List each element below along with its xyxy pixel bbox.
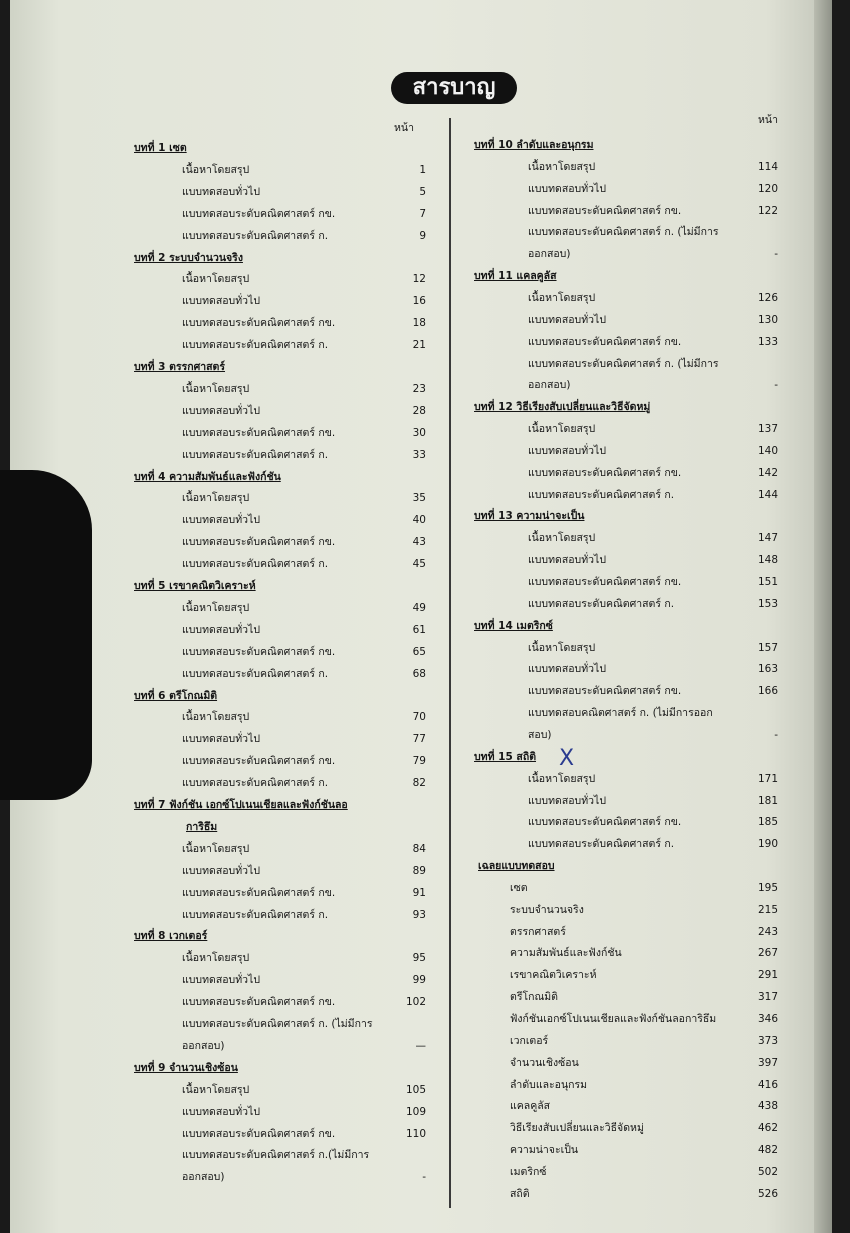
toc-page-number: 16 [412,295,426,308]
toc-entry-row [182,908,426,922]
toc-entry-row [528,422,778,436]
toc-entry-label: บทที่ 14 เมตริกซ์ [474,619,553,632]
toc-section-header [478,859,555,873]
toc-entry-label: แบบทดสอบระดับคณิตศาสตร์ กข. [528,576,682,588]
toc-entry-label: แบบทดสอบระดับคณิตศาสตร์ ก. [528,488,675,501]
toc-entry-label: แคลคูลัส [510,1100,551,1113]
toc-page-number: 133 [757,335,778,348]
toc-entry-row [510,946,778,960]
toc-page-number: 33 [412,448,426,461]
toc-entry-row [528,684,778,698]
toc-entry-label: แบบทดสอบระดับคณิตศาสตร์ กข. [528,816,682,829]
toc-page-number: 181 [757,794,778,807]
toc-page-number: 215 [757,903,778,916]
toc-page-number: 1 [419,163,426,176]
toc-entry-label: แบบทดสอบทั่วไป [182,1105,260,1118]
toc-entry-label: เนื้อหาโดยสรุป [182,273,250,286]
toc-entry-label: แบบทดสอบระดับคณิตศาสตร์ ก.(ไม่มีการ [182,1149,370,1162]
toc-entry-row [528,837,778,851]
toc-entry-label: บทที่ 4 ความสัมพันธ์และฟังก์ชัน [134,470,281,483]
toc-entry-label: แบบทดสอบทั่วไป [528,554,606,567]
toc-entry-label: แบบทดสอบทั่วไป [182,974,260,987]
toc-entry-label: แบบทดสอบทั่วไป [182,404,260,417]
toc-entry-label: บทที่ 3 ตรรกศาสตร์ [134,361,226,373]
toc-entry-label: บทที่ 5 เรขาคณิตวิเคราะห์ [134,580,256,592]
toc-page-number: 61 [412,623,426,636]
toc-entry-label: แบบทดสอบระดับคณิตศาสตร์ ก. [182,667,329,680]
toc-page-number: - [774,379,778,392]
toc-chapter-row [134,470,281,484]
thumb-shadow [0,470,92,800]
toc-entry-row [528,378,778,392]
toc-entry-row [528,313,778,327]
toc-entry-label: เนื้อหาโดยสรุป [528,772,596,785]
toc-entry-label: เนื้อหาโดยสรุป [528,291,596,304]
toc-page-number: 462 [757,1122,778,1135]
toc-entry-label: แบบทดสอบระดับคณิตศาสตร์ ก. [182,777,329,790]
toc-entry-label: บทที่ 13 ความน่าจะเป็น [474,510,585,523]
toc-entry-row [528,204,778,218]
toc-page-number: 105 [405,1083,426,1096]
toc-entry-row [528,225,718,239]
toc-entry-label: บทที่ 15 สถิติ [474,750,537,763]
toc-page-number: 21 [412,339,426,352]
toc-page-number: 40 [412,514,426,527]
toc-entry-label: ออกสอบ) [182,1171,225,1184]
toc-entry-label: เนื้อหาโดยสรุป [182,842,250,855]
toc-entry-label: แบบทดสอบระดับคณิตศาสตร์ กข. [182,996,336,1009]
toc-entry-row [528,357,718,371]
toc-entry-label: เรขาคณิตวิเคราะห์ [510,969,597,982]
toc-page-number: 130 [757,313,778,326]
toc-page-number: 93 [412,908,426,921]
toc-entry-row [528,597,778,611]
toc-page-number: 49 [412,601,426,614]
toc-entry-label: แบบทดสอบระดับคณิตศาสตร์ กข. [182,317,336,330]
toc-entry-row [182,1017,372,1031]
toc-page-number: 70 [412,711,426,724]
toc-entry-label: ความน่าจะเป็น [510,1144,579,1157]
toc-page-number: 99 [412,974,426,987]
toc-entry-label: บทที่ 11 แคลคูลัส [474,270,557,283]
toc-entry-label: ความสัมพันธ์และฟังก์ชัน [510,947,622,960]
toc-entry-label: แบบทดสอบระดับคณิตศาสตร์ ก. [182,448,329,461]
toc-entry-label: ออกสอบ) [528,248,571,261]
toc-entry-row [510,1187,778,1201]
toc-entry-row [528,772,778,786]
toc-entry-row [182,1105,426,1119]
toc-page-number: 23 [412,382,426,395]
toc-page-number: 346 [757,1013,778,1025]
toc-entry-row [182,448,426,462]
toc-page-number: 185 [757,816,778,829]
toc-entry-row [528,182,778,196]
toc-chapter-row [134,798,348,812]
toc-entry-row [182,951,426,965]
toc-page-number: 7 [419,207,426,220]
toc-entry-label: แบบทดสอบระดับคณิตศาสตร์ ก. [182,229,329,242]
toc-page-number: 9 [419,229,426,242]
toc-page-number: 110 [405,1127,426,1140]
toc-page-number: 43 [412,536,426,549]
toc-page-number: 109 [405,1105,426,1118]
toc-page-number: 526 [757,1187,778,1200]
toc-entry-label: แบบทดสอบทั่วไป [182,733,260,746]
toc-entry-row [510,925,778,939]
toc-page-number: 163 [757,663,778,676]
toc-entry-label: เนื้อหาโดยสรุป [528,532,596,545]
toc-entry-row [528,728,778,742]
toc-page-number: 144 [757,488,778,501]
toc-entry-label: บทที่ 2 ระบบจำนวนจริง [134,251,243,264]
toc-entry-label: แบบทดสอบทั่วไป [528,313,606,326]
toc-entry-row [510,1078,778,1092]
toc-entry-row [510,968,778,982]
toc-page-number: 438 [757,1100,778,1113]
column-divider [449,118,451,1208]
toc-entry-label: การิธึม [186,820,218,833]
toc-page-number: 147 [757,532,778,545]
toc-page-number: 502 [757,1165,778,1178]
toc-entry-label: บทที่ 1 เซต [134,142,187,154]
toc-entry-label: แบบทดสอบระดับคณิตศาสตร์ กข. [528,685,682,698]
toc-page-number: 82 [412,777,426,790]
toc-entry-label: แบบทดสอบระดับคณิตศาสตร์ ก. [528,597,675,610]
toc-entry-row [182,776,426,790]
toc-page-number: 18 [412,317,426,330]
toc-entry-row [182,710,426,724]
toc-entry-row [182,185,426,199]
toc-entry-label: แบบทดสอบทั่วไป [528,794,606,807]
toc-entry-row [186,820,217,834]
toc-entry-row [182,645,426,659]
toc-entry-row [510,903,778,917]
toc-entry-label: แบบทดสอบระดับคณิตศาสตร์ กข. [182,207,336,220]
toc-entry-label: เฉลยแบบทดสอบ [478,860,555,873]
toc-entry-row [528,641,778,655]
toc-entry-row [528,815,778,829]
toc-entry-row [182,316,426,330]
toc-page-number: - [774,728,778,741]
toc-entry-label: แบบทดสอบทั่วไป [528,663,606,676]
toc-page-number: 114 [757,160,778,173]
toc-entry-row [528,160,778,174]
toc-entry-label: ฟังก์ชันเอกซ์โปเนนเชียลและฟังก์ชันลอการิธึม [510,1013,717,1025]
toc-entry-label: ตรรกศาสตร์ [510,925,566,938]
toc-entry-label: ตรีโกณมิติ [510,991,558,1004]
toc-page-number: 142 [757,466,778,479]
toc-chapter-row [134,251,243,265]
toc-entry-row [182,886,426,900]
toc-entry-label: แบบทดสอบระดับคณิตศาสตร์ กข. [182,1127,336,1140]
toc-entry-row [528,794,778,808]
toc-entry-label: แบบทดสอบทั่วไป [182,623,260,636]
toc-page-number: 89 [412,864,426,877]
toc-entry-row [528,247,778,261]
toc-page-number: 91 [412,886,426,899]
toc-entry-row [182,995,426,1009]
toc-page-number: 5 [419,185,426,198]
toc-chapter-row [474,138,594,152]
toc-entry-label: แบบทดสอบระดับคณิตศาสตร์ ก. (ไม่มีการ [528,226,719,239]
toc-page-number: 120 [757,182,778,195]
toc-entry-row [528,575,778,589]
page-title: สารบาญ [391,72,517,104]
toc-entry-label: แบบทดสอบระดับคณิตศาสตร์ ก. [182,339,329,352]
toc-entry-label: เนื้อหาโดยสรุป [182,952,250,965]
toc-entry-label: จำนวนเชิงซ้อน [510,1056,579,1069]
toc-page-number: 482 [757,1144,778,1157]
toc-entry-row [528,335,778,349]
toc-entry-row [182,1148,369,1162]
toc-entry-label: บทที่ 7 ฟังก์ชัน เอกซ์โปเนนเชียลและฟังก์ชันลอ [134,799,348,811]
toc-entry-label: แบบทดสอบระดับคณิตศาสตร์ ก. [528,838,675,851]
toc-entry-label: เนื้อหาโดยสรุป [182,1083,250,1096]
toc-entry-row [182,382,426,396]
toc-entry-row [510,1143,778,1157]
toc-entry-label: เซต [510,881,528,894]
toc-page-number: 30 [412,426,426,439]
toc-entry-row [182,491,426,505]
toc-entry-row [510,881,778,895]
toc-page-number: 95 [412,952,426,965]
toc-page-number: 190 [757,838,778,851]
toc-entry-row [182,229,426,243]
toc-entry-label: แบบทดสอบระดับคณิตศาสตร์ กข. [182,755,336,768]
toc-entry-row [528,466,778,480]
toc-entry-label: แบบทดสอบระดับคณิตศาสตร์ กข. [182,645,336,658]
toc-page-number: 148 [757,554,778,567]
toc-entry-row [510,1165,778,1179]
toc-page-number: 65 [412,645,426,658]
toc-entry-row [182,426,426,440]
toc-page-number: 12 [412,273,426,286]
toc-entry-row [182,864,426,878]
toc-entry-label: แบบทดสอบทั่วไป [528,444,606,457]
toc-entry-row [182,623,426,637]
toc-entry-row [182,1039,426,1053]
toc-entry-row [510,1056,778,1070]
toc-entry-label: บทที่ 12 วิธีเรียงสับเปลี่ยนและวิธีจัดหมู่ [474,401,651,414]
toc-entry-label: เนื้อหาโดยสรุป [528,423,596,436]
toc-entry-row [182,1170,426,1184]
toc-entry-row [528,553,778,567]
toc-entry-row [510,1012,778,1026]
toc-entry-label: บทที่ 6 ตรีโกณมิติ [134,689,218,702]
toc-entry-row [182,842,426,856]
toc-page-number: 77 [412,733,426,746]
toc-entry-label: แบบทดสอบระดับคณิตศาสตร์ ก. [182,558,329,571]
toc-entry-label: เนื้อหาโดยสรุป [182,601,250,614]
toc-entry-label: เนื้อหาโดยสรุป [528,160,596,173]
toc-entry-row [528,706,713,720]
toc-page-number: 397 [757,1056,778,1069]
toc-entry-row [182,207,426,221]
toc-entry-row [528,488,778,502]
toc-entry-label: บทที่ 8 เวกเตอร์ [134,930,208,943]
toc-page-number: 45 [412,558,426,571]
toc-page-number: 79 [412,755,426,768]
toc-entry-label: เนื้อหาโดยสรุป [182,163,250,176]
toc-entry-label: แบบทดสอบระดับคณิตศาสตร์ กข. [528,466,682,479]
toc-entry-label: เมตริกซ์ [510,1165,547,1178]
toc-chapter-row [134,689,217,703]
toc-entry-label: แบบทดสอบทั่วไป [182,514,260,527]
toc-entry-label: สถิติ [510,1187,530,1200]
toc-entry-row [528,662,778,676]
toc-page-number: 291 [757,969,778,982]
toc-entry-label: แบบทดสอบระดับคณิตศาสตร์ ก. (ไม่มีการ [528,357,719,370]
page-column-header-left: หน้า [394,122,414,134]
toc-entry-row [182,973,426,987]
toc-page-number: 84 [412,842,426,855]
toc-entry-row [182,163,426,177]
toc-entry-row [182,272,426,286]
toc-page-number: - [422,1171,426,1184]
toc-page-number: 153 [757,597,778,610]
toc-entry-row [182,601,426,615]
toc-page-number: 137 [757,423,778,436]
toc-entry-label: บทที่ 9 จำนวนเชิงซ้อน [134,1061,238,1074]
toc-entry-label: แบบทดสอบระดับคณิตศาสตร์ กข. [528,335,682,348]
toc-entry-row [182,513,426,527]
toc-entry-label: ระบบจำนวนจริง [510,903,584,916]
toc-chapter-row [474,400,650,414]
toc-chapter-row [134,141,187,155]
toc-entry-row [182,667,426,681]
toc-entry-row [510,990,778,1004]
toc-page-number: 416 [757,1078,778,1091]
page-column-header-right: หน้า [758,114,778,126]
toc-entry-label: แบบทดสอบทั่วไป [182,295,260,308]
toc-chapter-row [134,579,256,593]
toc-entry-row [510,1121,778,1135]
toc-page-number: 151 [757,576,778,588]
toc-entry-row [528,531,778,545]
toc-entry-row [182,1083,426,1097]
toc-entry-row [182,338,426,352]
toc-entry-label: เนื้อหาโดยสรุป [182,711,250,724]
toc-entry-label: แบบทดสอบทั่วไป [528,182,606,195]
toc-chapter-row [474,619,553,633]
toc-entry-label: แบบทดสอบระดับคณิตศาสตร์ กข. [182,426,336,439]
toc-entry-label: เนื้อหาโดยสรุป [182,492,250,505]
toc-entry-label: แบบทดสอบระดับคณิตศาสตร์ กข. [182,886,336,899]
toc-entry-label: แบบทดสอบระดับคณิตศาสตร์ ก. (ไม่มีการ [182,1018,373,1030]
toc-entry-row [182,404,426,418]
toc-entry-label: แบบทดสอบระดับคณิตศาสตร์ กข. [528,204,682,217]
toc-entry-label: แบบทดสอบทั่วไป [182,864,260,877]
toc-page-number: 102 [405,996,426,1009]
toc-entry-label: แบบทดสอบทั่วไป [182,185,260,198]
toc-entry-label: แบบทดสอบระดับคณิตศาสตร์ ก. [182,908,329,921]
toc-chapter-row [134,929,207,943]
toc-page-number: 171 [757,772,778,785]
toc-entry-label: เนื้อหาโดยสรุป [528,641,596,654]
handwritten-x-mark: X [559,746,575,771]
toc-page-number: 195 [757,881,778,894]
toc-page-number: 126 [757,291,778,304]
toc-entry-row [510,1034,778,1048]
toc-entry-label: ออกสอบ) [528,379,571,392]
toc-page-number: 373 [757,1034,778,1047]
toc-chapter-row [474,269,557,283]
toc-page-number: 317 [757,991,778,1004]
toc-entry-label: ลำดับและอนุกรม [510,1078,588,1091]
toc-entry-row [510,1099,778,1113]
toc-chapter-row [474,750,536,764]
toc-page-number: - [774,248,778,261]
toc-entry-row [182,754,426,768]
page-edge [814,0,832,1233]
toc-entry-row [182,557,426,571]
toc-entry-row [528,444,778,458]
toc-chapter-row [134,360,225,374]
toc-chapter-row [134,1061,238,1075]
toc-entry-label: แบบทดสอบระดับคณิตศาสตร์ กข. [182,536,336,549]
toc-entry-row [182,535,426,549]
toc-entry-label: แบบทดสอบคณิตศาสตร์ ก. (ไม่มีการออก [528,707,713,720]
toc-entry-label: เนื้อหาโดยสรุป [182,382,250,395]
toc-page-number: — [415,1039,426,1052]
toc-entry-row [528,291,778,305]
toc-page-number: 35 [412,492,426,505]
toc-page-number: 68 [412,667,426,680]
toc-page-number: 122 [757,204,778,217]
toc-entry-label: วิธีเรียงสับเปลี่ยนและวิธีจัดหมู่ [510,1122,644,1135]
toc-entry-label: สอบ) [528,728,552,741]
toc-page-number: 166 [757,685,778,698]
toc-entry-label: เวกเตอร์ [510,1034,549,1047]
toc-page-number: 157 [757,641,778,654]
toc-page-number: 28 [412,404,426,417]
toc-entry-row [182,732,426,746]
toc-entry-row [182,1127,426,1141]
toc-entry-row [182,294,426,308]
toc-page-number: 243 [757,925,778,938]
toc-page-number: 140 [757,444,778,457]
toc-entry-label: ออกสอบ) [182,1039,225,1052]
toc-entry-label: บทที่ 10 ลำดับและอนุกรม [474,139,594,151]
toc-page-number: 267 [757,947,778,960]
toc-chapter-row [474,509,584,523]
